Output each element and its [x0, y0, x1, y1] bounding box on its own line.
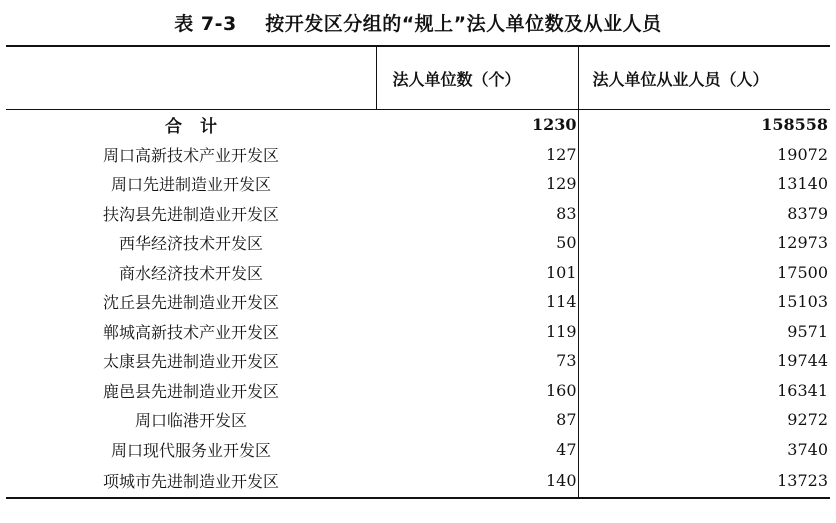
total-label: 合计: [6, 110, 376, 140]
employee-count: 19072: [777, 144, 828, 164]
table-body: [6, 110, 830, 499]
zone-name: 西华经济技术开发区: [118, 234, 263, 254]
table-row: [6, 405, 830, 435]
table-row: [6, 435, 830, 465]
table-header: [6, 46, 830, 110]
zone-name: 项城市先进制造业开发区: [6, 464, 376, 498]
employee-count: 9272: [787, 410, 828, 430]
total-employees: 158558: [578, 110, 830, 140]
employee-count: 19744: [777, 351, 828, 371]
table-row: [6, 346, 830, 376]
employee-count: 13140: [777, 174, 828, 194]
unit-count: 127: [376, 140, 578, 170]
unit-count: 50: [376, 228, 578, 258]
unit-count: 87: [376, 405, 578, 435]
unit-count: 47: [376, 435, 578, 465]
header-row: [6, 46, 830, 110]
zone-name: 郸城高新技术产业开发区: [102, 322, 279, 342]
table-title: 表 7-3 按开发区分组的“规上”法人单位数及从业人员: [174, 13, 662, 35]
employee-count: 3740: [787, 439, 828, 459]
table-row: [6, 258, 830, 288]
statistics-table: [6, 45, 830, 499]
employee-count: 13723: [578, 464, 830, 498]
unit-count: 83: [376, 199, 578, 229]
zone-name: 沈丘县先进制造业开发区: [102, 293, 279, 313]
zone-name: 鹿邑县先进制造业开发区: [102, 381, 279, 401]
employee-count: 16341: [777, 380, 828, 400]
table-row: [6, 464, 830, 498]
zone-name: 周口高新技术产业开发区: [102, 145, 279, 165]
employee-count: 8379: [787, 203, 828, 223]
employee-count: 15103: [777, 292, 828, 312]
header-zone-name: [6, 46, 376, 110]
unit-count: 73: [376, 346, 578, 376]
header-employee-count: 法人单位从业人员（人）: [578, 46, 830, 110]
employee-count: 12973: [777, 233, 828, 253]
total-row: [6, 110, 830, 140]
unit-count: 140: [376, 464, 578, 498]
unit-count: 160: [376, 376, 578, 406]
table-row: [6, 317, 830, 347]
unit-count: 119: [376, 317, 578, 347]
zone-name: 周口现代服务业开发区: [110, 440, 271, 460]
table-row: [6, 228, 830, 258]
table-row: [6, 199, 830, 229]
unit-count: 129: [376, 169, 578, 199]
unit-count: 114: [376, 287, 578, 317]
zone-name: 太康县先进制造业开发区: [102, 352, 279, 372]
zone-name: 商水经济技术开发区: [118, 263, 263, 283]
zone-name: 扶沟县先进制造业开发区: [102, 204, 279, 224]
table-row: [6, 287, 830, 317]
unit-count: 101: [376, 258, 578, 288]
employee-count: 17500: [777, 262, 828, 282]
header-unit-count: 法人单位数（个）: [376, 46, 578, 110]
table-row: [6, 376, 830, 406]
table-row: [6, 140, 830, 170]
zone-name: 周口临港开发区: [134, 411, 247, 431]
table-row: [6, 169, 830, 199]
total-units: 1230: [376, 110, 578, 140]
employee-count: 9571: [787, 321, 828, 341]
zone-name: 周口先进制造业开发区: [110, 175, 271, 195]
